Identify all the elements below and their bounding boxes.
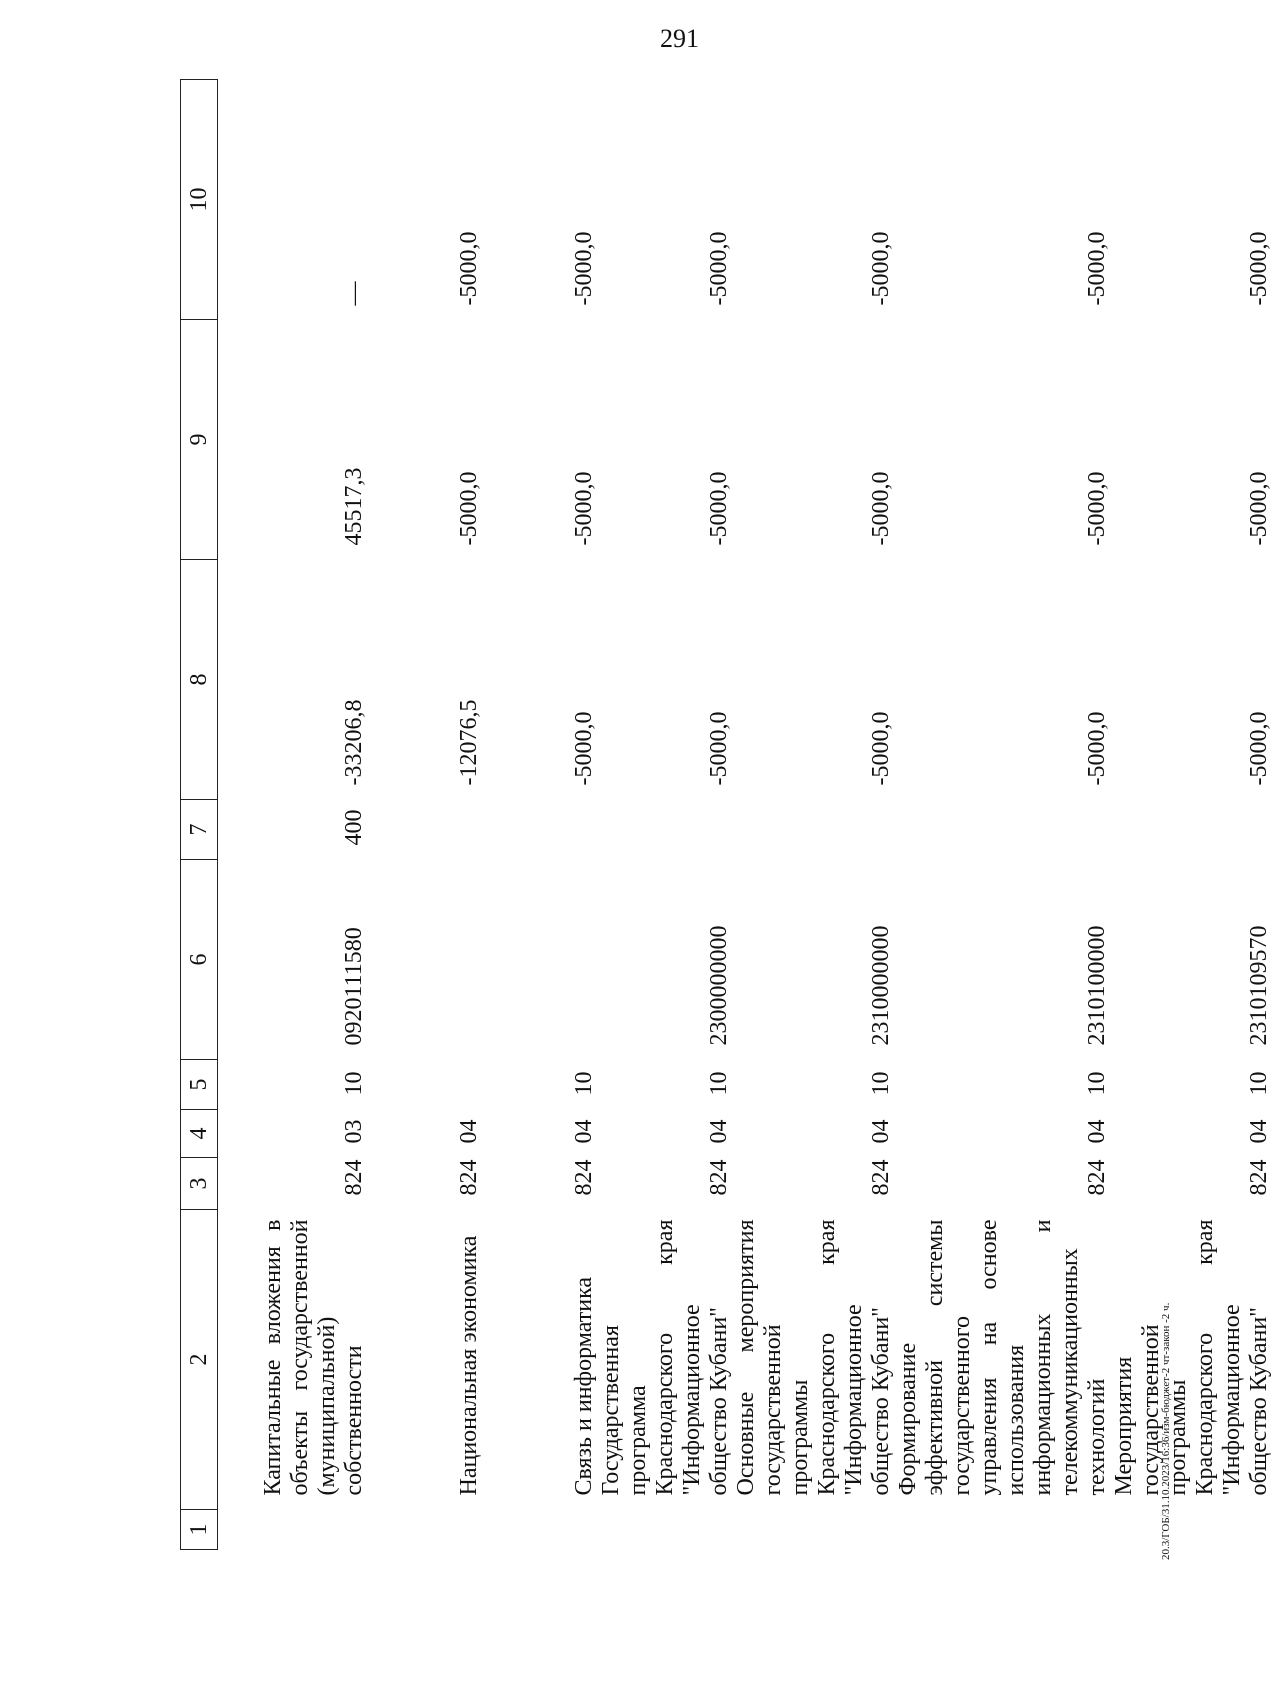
column-header: 4: [181, 1110, 218, 1158]
row-name: Государственная программа Краснодарского края "Информационное общество Кубани": [598, 1219, 732, 1496]
column-header: 5: [181, 1060, 218, 1110]
cell-c3: 824: [571, 1159, 597, 1196]
cell-c3: 824: [868, 1159, 894, 1196]
column-header: 7: [181, 800, 218, 860]
cell-c9: -5000,0: [1246, 471, 1272, 546]
row-name: Основные мероприятия государственной программы Краснодарского края "Информационное общество Кубани": [733, 1219, 894, 1496]
cell-c4: 04: [456, 1119, 482, 1144]
column-header: 6: [181, 860, 218, 1060]
cell-c10: -5000,0: [1084, 231, 1110, 306]
cell-c6: 2310109570: [1246, 925, 1272, 1046]
cell-c10: -5000,0: [571, 231, 597, 306]
column-header: 1: [181, 1510, 218, 1550]
cell-c6: 2310100000: [1084, 925, 1110, 1046]
cell-c4: 04: [868, 1119, 894, 1144]
cell-c10: -5000,0: [1246, 231, 1272, 306]
budget-table: [180, 79, 1273, 1550]
cell-c8: -5000,0: [1084, 711, 1110, 786]
cell-c5: [368, 1060, 483, 1110]
cell-c7: [733, 800, 895, 860]
cell-c4: 04: [706, 1119, 732, 1144]
document-footer-stamp: 20.3/ГОБ/31.10.2023/16:36/изм-бюджет-2 чт-закон -2 ч.: [1160, 1302, 1172, 1560]
row-name: Национальная экономика: [456, 1235, 482, 1496]
table-row: [733, 80, 895, 1550]
cell-c6: 2310000000: [868, 925, 894, 1046]
cell-c9: -5000,0: [706, 471, 732, 546]
cell-c3: 824: [1246, 1159, 1272, 1196]
cell-c6: 2300000000: [706, 925, 732, 1046]
cell-c3: 824: [456, 1159, 482, 1196]
table-row: [218, 80, 369, 1550]
header-row: [181, 80, 218, 1550]
cell-c3: 824: [706, 1159, 732, 1196]
cell-c10: -5000,0: [456, 231, 482, 306]
cell-c10: -5000,0: [706, 231, 732, 306]
cell-c7: [895, 800, 1111, 860]
cell-c5: 10: [1246, 1071, 1272, 1096]
column-header: 3: [181, 1158, 218, 1210]
cell-c4: 04: [1084, 1119, 1110, 1144]
cell-c5: 10: [341, 1071, 367, 1096]
cell-c9: -5000,0: [571, 471, 597, 546]
cell-c5: 10: [868, 1071, 894, 1096]
cell-c9: -5000,0: [456, 471, 482, 546]
cell-c8: -5000,0: [1246, 711, 1272, 786]
cell-c3: 824: [341, 1159, 367, 1196]
cell-c4: 03: [341, 1119, 367, 1144]
table-row: [598, 80, 733, 1550]
cell-c8: -5000,0: [571, 711, 597, 786]
cell-c8: -5000,0: [706, 711, 732, 786]
row-name: Мероприятия государственной программы Краснодарского края "Информационное общество Кубани": [1111, 1219, 1272, 1496]
column-header: 8: [181, 560, 218, 800]
cell-c10: -5000,0: [868, 231, 894, 306]
cell-c4: 04: [1246, 1119, 1272, 1144]
cell-c6: 0920111580: [341, 927, 367, 1046]
cell-c8: -33206,8: [341, 699, 367, 786]
cell-c9: -5000,0: [868, 471, 894, 546]
cell-c5: 10: [571, 1071, 597, 1096]
cell-c10: —: [341, 281, 367, 306]
cell-c3: 824: [1084, 1159, 1110, 1196]
cell-c9: -5000,0: [1084, 471, 1110, 546]
row-name: Формирование эффективной системы государственного управления на основе использования информационных и телекоммуникационных технологий: [895, 1219, 1110, 1496]
cell-c7: [598, 800, 733, 860]
cell-c7: [368, 800, 483, 860]
cell-c7: [1111, 800, 1273, 860]
column-header: 2: [181, 1210, 218, 1510]
table-row: [1111, 80, 1273, 1550]
cell-c4: 04: [571, 1119, 597, 1144]
cell-c8: -12076,5: [456, 699, 482, 786]
cell-c7: 400: [341, 809, 367, 846]
row-name: Связь и информатика: [571, 1276, 597, 1496]
table-row: [895, 80, 1111, 1550]
row-name: Капитальные вложения в объекты государственной (муниципальной) собственности: [260, 1219, 367, 1496]
cell-c6: [368, 860, 483, 1060]
column-header: 9: [181, 320, 218, 560]
cell-c9: 45517,3: [341, 467, 367, 546]
cell-c5: 10: [1084, 1071, 1110, 1096]
table-row: [368, 80, 483, 1550]
table-row: [483, 80, 598, 1550]
cell-c6: [483, 860, 598, 1060]
column-header: 10: [181, 80, 218, 320]
cell-c8: -5000,0: [868, 711, 894, 786]
page-number: 291: [660, 24, 699, 53]
cell-c5: 10: [706, 1071, 732, 1096]
cell-c7: [483, 800, 598, 860]
